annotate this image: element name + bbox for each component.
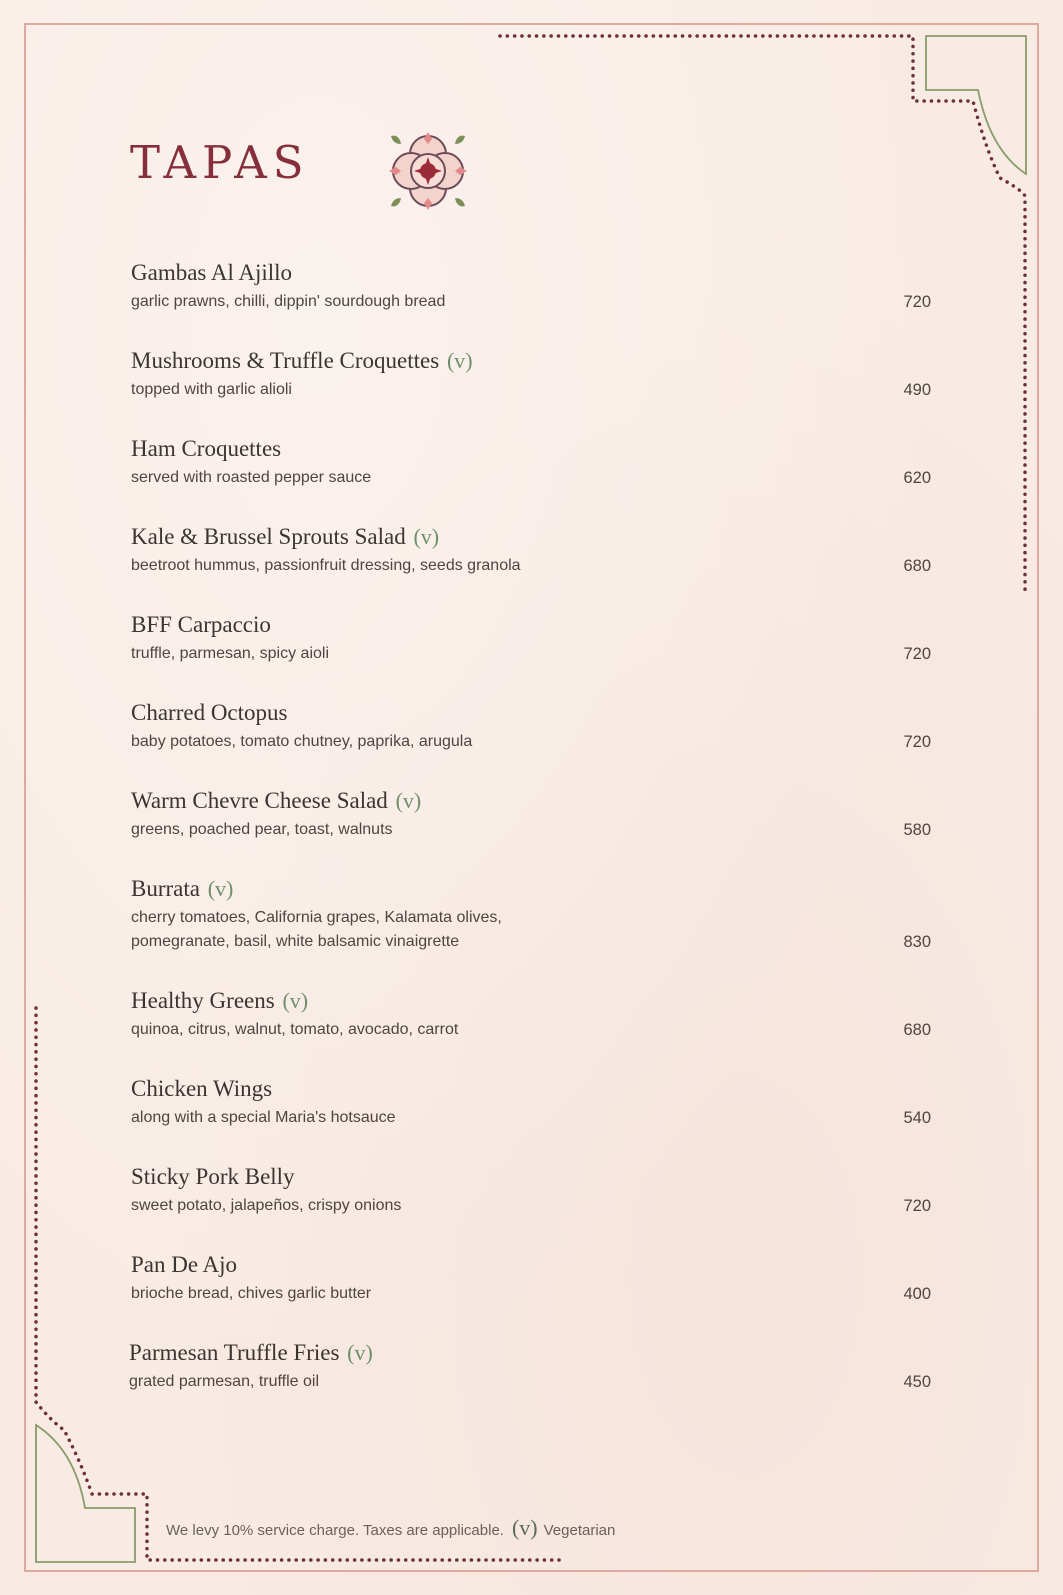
vegetarian-marker: (v): [347, 1340, 373, 1365]
footer-note: [166, 1515, 615, 1541]
menu-item: [131, 1250, 931, 1306]
menu-item-description: baby potatoes, tomato chutney, paprika, arugula: [131, 733, 473, 750]
menu-item: [131, 786, 931, 842]
menu-item-name: [131, 986, 931, 1016]
menu-title: TAPAS: [130, 136, 310, 189]
vegetarian-marker: (v): [446, 348, 473, 373]
menu-item-price: 680: [903, 1021, 931, 1039]
menu-item-name: [131, 1162, 931, 1192]
menu-item-description: topped with garlic alioli: [131, 381, 292, 398]
menu-item-name-text: Charred Octopus: [131, 700, 288, 725]
menu-item-price: 720: [903, 645, 931, 663]
menu-item: [131, 434, 931, 490]
menu-item-description: quinoa, citrus, walnut, tomato, avocado, carrot: [131, 1021, 459, 1038]
menu-item-price: 720: [903, 733, 931, 751]
menu-item-name: [131, 1250, 931, 1280]
menu-item-description: sweet potato, jalapeños, crispy onions: [131, 1197, 402, 1214]
menu-item-name: [131, 1074, 931, 1104]
veg-symbol: (v): [511, 1515, 538, 1540]
menu-item-price: 830: [903, 933, 931, 951]
menu-item: [131, 610, 931, 666]
menu-item-name: [131, 434, 931, 464]
menu-item: [131, 522, 931, 578]
vegetarian-marker: (v): [207, 876, 234, 901]
menu-item-price: 720: [903, 1197, 931, 1215]
menu-item-name: [131, 610, 931, 640]
menu-item-name-text: Gambas Al Ajillo: [131, 260, 292, 285]
menu-item-name-text: Warm Chevre Cheese Salad: [131, 788, 388, 813]
menu-item-name: [131, 258, 931, 288]
menu-item-description: cherry tomatoes, California grapes, Kalamata olives, pomegranate, basil, white balsamic vinaigrette: [131, 909, 502, 950]
menu-item-name: [131, 522, 931, 552]
menu-item: [129, 1338, 929, 1394]
menu-item-price: 720: [903, 293, 931, 311]
menu-item-name: [131, 874, 931, 904]
menu-item-name-text: Sticky Pork Belly: [131, 1164, 295, 1189]
menu-item: [131, 346, 931, 402]
menu-item-name-text: Kale & Brussel Sprouts Salad: [131, 524, 406, 549]
menu-item-description: brioche bread, chives garlic butter: [131, 1285, 372, 1302]
menu-item-price: 490: [903, 381, 931, 399]
menu-item-description: beetroot hummus, passionfruit dressing, seeds granola: [131, 557, 521, 574]
menu-item: [131, 1162, 931, 1218]
menu-item-name: [129, 1338, 929, 1368]
menu-item-description: garlic prawns, chilli, dippin' sourdough bread: [131, 293, 446, 310]
menu-item-price: 540: [903, 1109, 931, 1127]
menu-item-description: along with a special Maria's hotsauce: [131, 1109, 396, 1126]
veg-legend-label: Vegetarian: [543, 1522, 616, 1539]
menu-item-price: 400: [903, 1285, 931, 1303]
menu-item: [131, 698, 931, 754]
menu-item-description: greens, poached pear, toast, walnuts: [131, 821, 393, 838]
service-charge-note: We levy 10% service charge. Taxes are applicable.: [166, 1522, 504, 1539]
menu-item: [131, 874, 931, 954]
menu-item-description: grated parmesan, truffle oil: [129, 1373, 320, 1390]
menu-item-name-text: Pan De Ajo: [131, 1252, 238, 1277]
vegetarian-marker: (v): [395, 788, 422, 813]
menu-item-name: [131, 786, 931, 816]
menu-item-name: [131, 346, 931, 376]
menu-item-name-text: Parmesan Truffle Fries: [129, 1340, 340, 1365]
menu-item-price: 680: [903, 557, 931, 575]
menu-item-name-text: Burrata: [131, 876, 200, 901]
menu-item: [131, 1074, 931, 1130]
menu-item-price: 620: [903, 469, 931, 487]
vegetarian-marker: (v): [413, 524, 440, 549]
menu-item: [131, 986, 931, 1042]
menu-item-name: [131, 698, 931, 728]
menu-item-name-text: Chicken Wings: [131, 1076, 273, 1101]
menu-item: [131, 258, 931, 314]
menu-item-name-text: Mushrooms & Truffle Croquettes: [131, 348, 440, 373]
menu-item-price: 450: [903, 1373, 931, 1391]
menu-item-description: truffle, parmesan, spicy aioli: [131, 645, 330, 662]
menu-item-name-text: Healthy Greens: [131, 988, 275, 1013]
menu-item-name-text: Ham Croquettes: [131, 436, 282, 461]
menu-item-description: served with roasted pepper sauce: [131, 469, 372, 486]
menu-item-name-text: BFF Carpaccio: [131, 612, 271, 637]
floral-tile-emblem-icon: [381, 124, 475, 218]
menu-item-price: 580: [903, 821, 931, 839]
vegetarian-marker: (v): [282, 988, 309, 1013]
